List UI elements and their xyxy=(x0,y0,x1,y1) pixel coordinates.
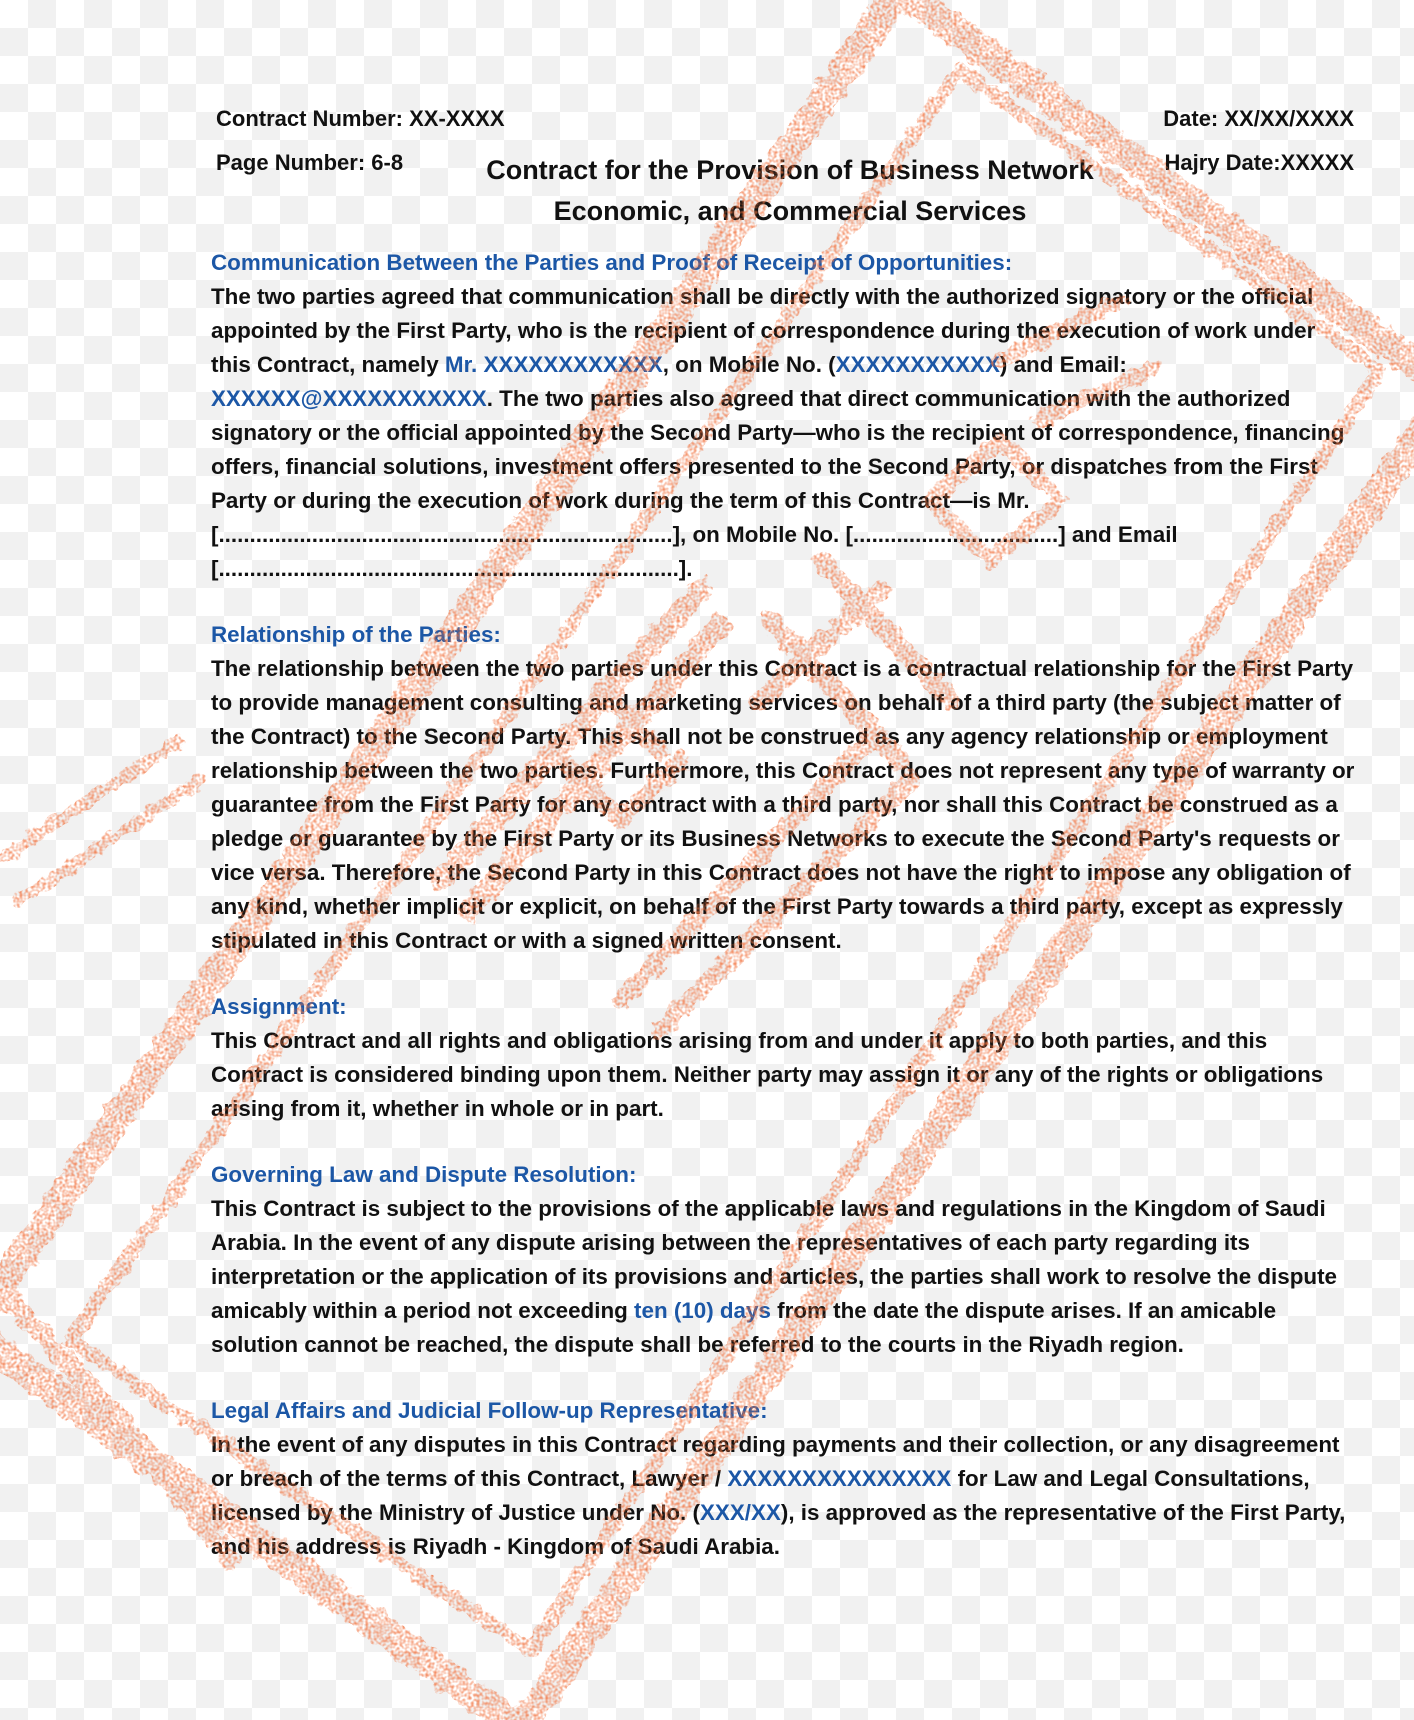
title-line-2: Economic, and Commercial Services xyxy=(553,196,1027,226)
contract-title xyxy=(440,150,1140,232)
contract-number-label: Contract Number: xyxy=(216,106,404,131)
section-heading: Assignment: xyxy=(211,994,347,1019)
page-number xyxy=(216,150,403,176)
text-run: from the date the dispute arises. If an amicable solution cannot be reached, the dispute shall be referred to the courts in the Riyadh region. xyxy=(211,1298,1277,1357)
date xyxy=(1163,106,1354,132)
contract-body xyxy=(211,246,1361,1596)
section-legal-affairs xyxy=(211,1394,1361,1564)
date-label: Date: xyxy=(1163,106,1219,131)
hijri-date-label: Hajry Date: xyxy=(1164,150,1281,175)
section-text xyxy=(211,1192,1361,1362)
first-party-email: XXXXXX@XXXXXXXXXXX xyxy=(211,386,487,411)
section-assignment xyxy=(211,990,1361,1126)
contract-number-value: XX-XXXX xyxy=(403,106,505,131)
hijri-date-value: XXXXX xyxy=(1280,150,1354,175)
section-governing-law xyxy=(211,1158,1361,1362)
text-run: ) and Email: xyxy=(999,352,1127,377)
text-run: . The two parties also agreed that direct communication with the authorized signatory or the official appointed by the Second Party—who is the recipient of correspondence, financing offers, financial solutions, investment offers presented to the Second Party, or dispatches from the First Party or during the execution of work during the term of this Contract—is Mr. [.........................................................................], on Mobile No. [.................................] and Email [..........................................................................]. xyxy=(211,386,1345,581)
dispute-period: ten (10) days xyxy=(634,1298,771,1323)
text-run: ), is approved as the representative of the First Party, and his address is Riyadh - Kingdom of Saudi Arabia. xyxy=(211,1500,1346,1559)
text-run: , on Mobile No. ( xyxy=(662,352,836,377)
lawyer-name: XXXXXXXXXXXXXXX xyxy=(727,1466,952,1491)
section-heading: Governing Law and Dispute Resolution: xyxy=(211,1162,637,1187)
section-text xyxy=(211,280,1361,586)
first-party-mobile: XXXXXXXXXXX xyxy=(835,352,1000,377)
first-party-signatory-name: Mr. XXXXXXXXXXXX xyxy=(444,352,663,377)
page-number-value: 6-8 xyxy=(365,150,404,175)
section-text xyxy=(211,1428,1361,1564)
hijri-date xyxy=(1164,150,1354,176)
section-relationship xyxy=(211,618,1361,958)
date-value: XX/XX/XXXX xyxy=(1218,106,1354,131)
text-run: This Contract is subject to the provisions of the applicable laws and regulations in the Kingdom of Saudi Arabia. In the event of any dispute arising between the representatives of each party regarding its interpretation or the application of its provisions and articles, the parties shall work to resolve the dispute amicably within a period not exceeding xyxy=(211,1196,1337,1323)
section-text: This Contract and all rights and obligations arising from and under it apply to both parties, and this Contract is considered binding upon them. Neither party may assign it or any of the rights or obligations arising from it, whether in whole or in part. xyxy=(211,1028,1324,1121)
text-run: In the event of any disputes in this Contract regarding payments and their collection, or any disagreement or breach of the terms of this Contract, Lawyer / xyxy=(211,1432,1340,1491)
contract-number xyxy=(216,106,505,132)
text-run: for Law and Legal Consultations, licensed by the Ministry of Justice under No. ( xyxy=(211,1466,1310,1525)
section-communication xyxy=(211,246,1361,586)
section-heading: Communication Between the Parties and Proof of Receipt of Opportunities: xyxy=(211,250,1013,275)
section-heading: Relationship of the Parties: xyxy=(211,622,501,647)
text-run: The two parties agreed that communication shall be directly with the authorized signatory or the official appointed by the First Party, who is the recipient of correspondence during the execution of work under this Contract, namely xyxy=(211,284,1316,377)
title-line-1: Contract for the Provision of Business Network xyxy=(486,155,1094,185)
license-number: XXX/XX xyxy=(699,1500,781,1525)
section-text: The relationship between the two parties under this Contract is a contractual relationship for the First Party to provide management consulting and marketing services on behalf of a third party (the subject matter of the Contract) to the Second Party. This shall not be construed as any agency relationship or employment relationship between the two parties. Furthermore, this Contract does not represent any type of warranty or guarantee from the First Party for any contract with a third party, nor shall this Contract be construed as a pledge or guarantee by the First Party or its Business Networks to execute the Second Party's requests or vice versa. Therefore, the Second Party in this Contract does not have the right to impose any obligation of any kind, whether implicit or explicit, on behalf of the First Party towards a third party, except as expressly stipulated in this Contract or with a signed written consent. xyxy=(211,656,1355,953)
page-number-label: Page Number: xyxy=(216,150,366,175)
section-heading: Legal Affairs and Judicial Follow-up Representative: xyxy=(211,1398,768,1423)
